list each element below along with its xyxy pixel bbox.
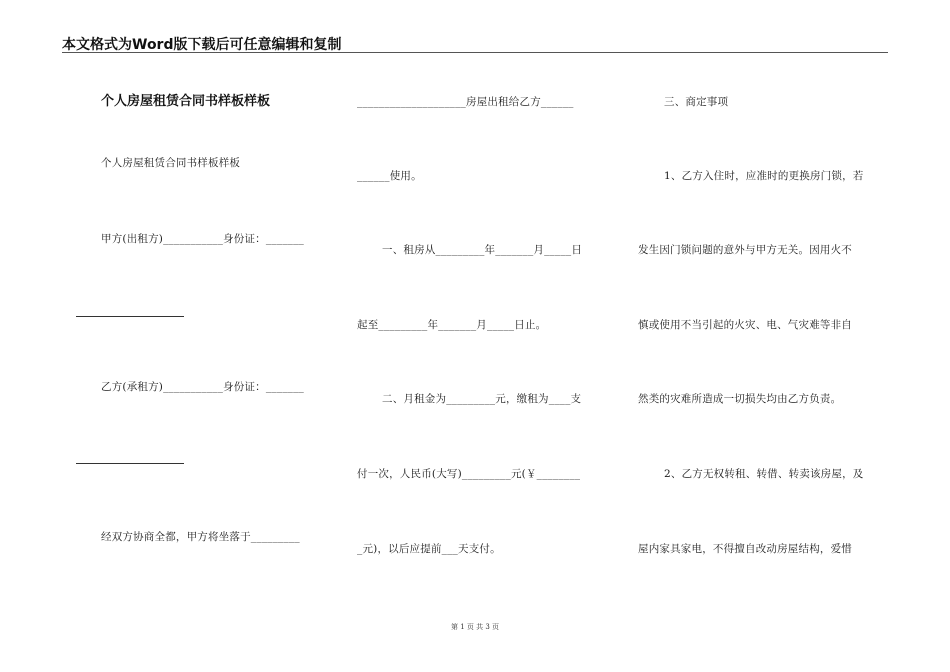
payment-amount-line: 付一次，人民币(大写)_________元(￥________: [357, 468, 581, 480]
agreement-line: 经双方协商全都，甲方将坐落于_________: [101, 531, 300, 543]
rental-period-end: 起至_________年_______月_____日止。: [357, 319, 547, 331]
header-divider: [62, 52, 888, 53]
rental-period-start: 一、租房从_________年_______月_____日: [382, 244, 583, 256]
terms-line-4: 然类的灾难所造成一切损失均由乙方负责。: [638, 393, 842, 405]
section-three-heading: 三、商定事项: [664, 96, 729, 108]
blank-underline: [76, 463, 184, 464]
payment-advance-line: _元)，以后应提前___天支付。: [357, 543, 501, 555]
page-number: 第 1 页 共 3 页: [450, 623, 500, 631]
terms-line-5: 2、乙方无权转租、转借、转卖该房屋，及: [664, 468, 864, 480]
party-b-line: 乙方(承租方)___________身份证：_______: [101, 381, 304, 393]
party-a-line: 甲方(出租方)___________身份证：_______: [101, 233, 304, 245]
terms-line-2: 发生因门锁问题的意外与甲方无关。因用火不: [638, 244, 852, 256]
terms-line-1: 1、乙方入住时，应准时的更换房门锁，若: [664, 170, 864, 182]
monthly-rent-line: 二、月租金为_________元，缴租为____支: [382, 393, 582, 405]
blank-underline: [76, 316, 184, 317]
rental-line-2: ______使用。: [357, 170, 422, 182]
document-title: 个人房屋租赁合同书样板样板: [101, 94, 271, 109]
terms-line-3: 慎或使用不当引起的火灾、电、气灾难等非自: [638, 319, 852, 331]
terms-line-6: 屋内家具家电，不得擅自改动房屋结构，爱惜: [638, 543, 852, 555]
rental-line-1: ____________________房屋出租给乙方______: [357, 96, 574, 108]
document-header-title: 本文格式为Word版下载后可任意编辑和复制: [62, 37, 342, 53]
contract-subtitle: 个人房屋租赁合同书样板样板: [101, 157, 241, 169]
